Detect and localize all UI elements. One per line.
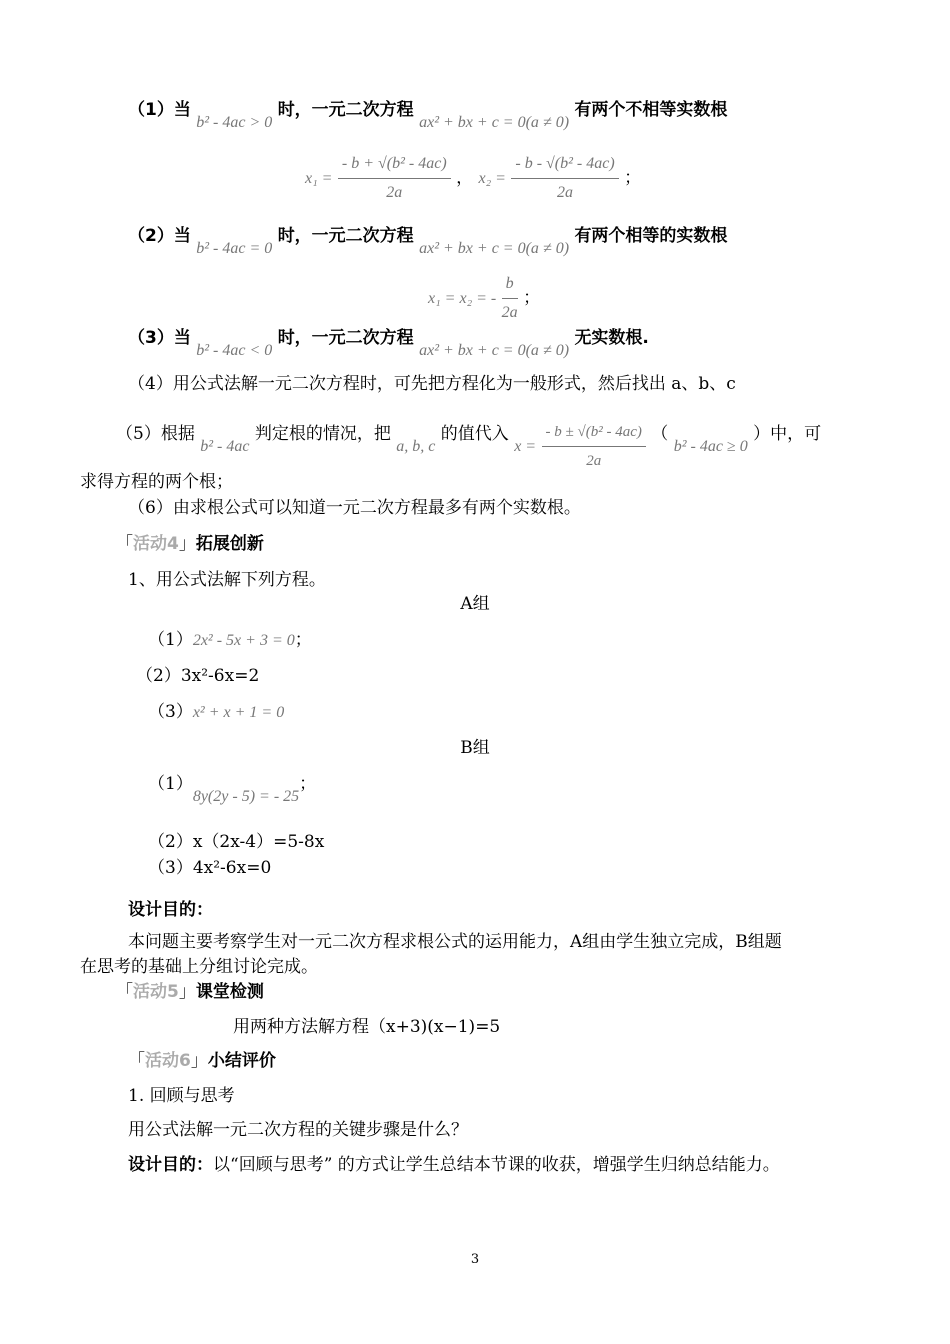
case-2-prefix: （2）当: [128, 226, 191, 246]
roots-end: ；: [624, 168, 642, 188]
group-a-item-1-eq: 2x² - 5x + 3 = 0: [192, 632, 295, 649]
case-3-equation: ax² + bx + c = 0(a ≠ 0): [419, 342, 570, 359]
page-number: 3: [470, 1252, 480, 1267]
step-5-discriminant: b² - 4ac: [200, 438, 250, 455]
step-5-a: （5）根据: [116, 424, 195, 444]
group-a-item-2-label: （2）: [136, 666, 181, 686]
review-question: 用公式法解一元二次方程的关键步骤是什么？: [128, 1120, 468, 1140]
case-2-condition: b² - 4ac = 0: [196, 240, 273, 257]
task-1: 1、用公式法解下列方程。: [128, 570, 326, 590]
equal-root-end: ；: [523, 288, 541, 308]
case-1-condition: b² - 4ac > 0: [196, 114, 273, 131]
group-b-item-1-eq: 8y(2y - 5) = - 25: [192, 788, 300, 805]
x2-lhs: x₂ =: [478, 170, 506, 187]
case-3-line: [128, 326, 649, 359]
design-2-heading: 设计目的：: [128, 1155, 213, 1175]
equal-root-fraction: [502, 272, 518, 325]
step-5-line: [116, 408, 822, 469]
group-b-item-3-label: （3）: [148, 858, 193, 878]
group-b-item-2: [148, 830, 324, 854]
case-1-mid: 时，一元二次方程: [277, 100, 414, 120]
activity-6-heading: [128, 1049, 276, 1073]
activity-4-close: 」: [178, 534, 196, 554]
x2-denominator: 2a: [557, 184, 574, 201]
group-a-item-1-label: （1）: [148, 630, 193, 650]
step-4: （4）用公式法解一元二次方程时，可先把方程化为一般形式，然后找出 a、b、c: [128, 374, 736, 394]
group-b-item-2-label: （2）: [148, 832, 193, 852]
x1-denominator: 2a: [386, 184, 403, 201]
activity-5-heading: [116, 980, 264, 1004]
design-2: [128, 1153, 780, 1177]
group-b-item-3: [148, 856, 271, 880]
case-3-mid: 时，一元二次方程: [277, 328, 414, 348]
design-1-line-1: 本问题主要考察学生对一元二次方程求根公式的运用能力，A组由学生独立完成，B组题: [128, 932, 782, 952]
group-b-item-3-eq: 4x²-6x=0: [192, 858, 272, 878]
formula-denominator: 2a: [586, 453, 602, 469]
activity-6-open: 「: [128, 1051, 145, 1071]
step-5-continuation: 求得方程的两个根；: [80, 472, 233, 492]
x2-numerator: - b - √(b² - 4ac): [511, 152, 618, 179]
activity-6-title: 小结评价: [207, 1051, 276, 1071]
case-2-root: [428, 272, 540, 325]
x1-fraction: [338, 152, 451, 205]
case-2-equation: ax² + bx + c = 0(a ≠ 0): [419, 240, 570, 257]
review-heading: 1. 回顾与思考: [128, 1086, 235, 1106]
equal-root-lhs: x₁ = x₂ = -: [428, 290, 497, 307]
classroom-check: 用两种方法解方程（x+3)(x−1)=5: [233, 1017, 501, 1037]
step-5-paren: （: [651, 424, 669, 444]
design-2-text: 以“回顾与思考” 的方式让学生总结本节课的收获，增强学生归纳总结能力。: [213, 1155, 780, 1175]
activity-4-tag: 活动4: [133, 534, 179, 554]
step-5-condition: b² - 4ac ≥ 0: [673, 438, 748, 455]
activity-6-close: 」: [190, 1051, 208, 1071]
group-b-item-1: [148, 772, 317, 805]
case-1-suffix: 有两个不相等实数根: [574, 100, 728, 120]
equal-root-denominator: 2a: [501, 304, 518, 321]
group-b-title: B组: [460, 738, 490, 758]
step-5-c: 的值代入: [440, 424, 509, 444]
group-a-title: A组: [460, 594, 490, 614]
formula-numerator: - b ± √(b² - 4ac): [542, 420, 646, 447]
activity-5-tag: 活动5: [133, 982, 179, 1002]
x2-fraction: [511, 152, 618, 205]
group-a-item-3: [148, 700, 284, 725]
case-3-condition: b² - 4ac < 0: [196, 342, 273, 359]
quadratic-formula: [542, 420, 646, 473]
step-5-d: ）中，可: [753, 424, 822, 444]
group-a-item-1-end: ；: [294, 630, 312, 650]
activity-4-heading: [116, 532, 264, 556]
equal-root-numerator: b: [502, 272, 518, 299]
case-1-roots: [305, 152, 641, 205]
group-a-item-2: [136, 664, 259, 688]
group-a-item-3-eq: x² + x + 1 = 0: [192, 704, 285, 721]
case-3-prefix: （3）当: [128, 328, 191, 348]
design-1-line-2: 在思考的基础上分组讨论完成。: [80, 957, 318, 977]
step-5-b: 判定根的情况，把: [254, 424, 391, 444]
group-b-item-2-eq: x（2x-4）=5-8x: [192, 832, 325, 852]
design-1-heading: 设计目的：: [128, 900, 213, 920]
activity-5-close: 」: [178, 982, 196, 1002]
group-a-item-2-eq: 3x²-6x=2: [180, 666, 260, 686]
case-3-suffix: 无实数根.: [574, 328, 649, 348]
group-b-item-1-label: （1）: [148, 774, 193, 794]
case-1-prefix: （1）当: [128, 100, 191, 120]
group-b-item-1-end: ；: [299, 774, 317, 794]
case-1-equation: ax² + bx + c = 0(a ≠ 0): [419, 114, 570, 131]
group-a-item-3-label: （3）: [148, 702, 193, 722]
activity-5-title: 课堂检测: [195, 982, 264, 1002]
step-6: （6）由求根公式可以知道一元二次方程最多有两个实数根。: [128, 498, 581, 518]
activity-4-open: 「: [116, 534, 133, 554]
activity-5-open: 「: [116, 982, 133, 1002]
case-1-line: [128, 98, 728, 131]
step-5-abc: a, b, c: [396, 438, 436, 455]
formula-lhs: x =: [514, 438, 537, 455]
case-2-line: [128, 224, 728, 257]
x1-numerator: - b + √(b² - 4ac): [338, 152, 451, 179]
case-2-suffix: 有两个相等的实数根: [574, 226, 728, 246]
case-2-mid: 时，一元二次方程: [277, 226, 414, 246]
roots-separator: ，: [456, 168, 474, 188]
activity-4-title: 拓展创新: [195, 534, 264, 554]
activity-6-tag: 活动6: [145, 1051, 191, 1071]
group-a-item-1: [148, 628, 312, 653]
x1-lhs: x₁ =: [305, 170, 333, 187]
